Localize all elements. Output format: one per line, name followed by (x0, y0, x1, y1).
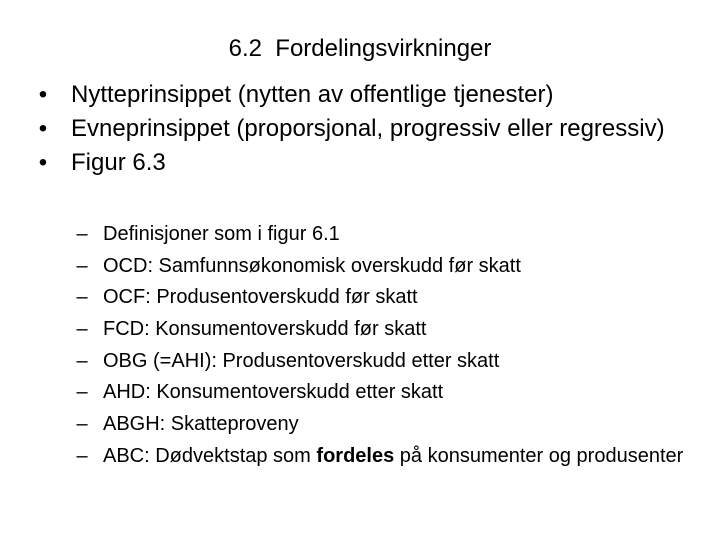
bullet-marker: • (38, 81, 48, 108)
slide-title: 6.2 Fordelingsvirkninger (228, 35, 492, 62)
sub-bullet-item (75, 412, 695, 436)
dash-marker: – (76, 223, 88, 245)
bullet-item (33, 80, 693, 110)
sub-bullet-list (75, 222, 695, 476)
sub-bullet-text: OBG (=AHI): Produsentoverskudd etter skatt (103, 349, 500, 372)
sub-bullet-text-part: ABC: Dødvektstap som (103, 444, 317, 467)
sub-bullet-item (75, 285, 695, 309)
dash-marker: – (76, 349, 88, 372)
sub-bullet-item (75, 444, 695, 468)
emphasized-word: fordeles (316, 444, 395, 467)
dash-marker: – (76, 381, 88, 404)
dash-marker: – (76, 444, 88, 467)
sub-bullet-item (75, 349, 695, 373)
sub-bullet-text: ABGH: Skatteproveny (103, 413, 299, 436)
sub-bullet-item (75, 317, 695, 341)
dash-marker: – (76, 286, 88, 309)
sub-bullet-text (103, 445, 683, 467)
dash-marker: – (76, 254, 88, 277)
bullet-marker: • (38, 149, 48, 176)
bullet-item (33, 148, 693, 178)
sub-bullet-item (75, 254, 695, 278)
sub-bullet-text: OCF: Produsentoverskudd før skatt (103, 286, 418, 309)
bullet-item (33, 114, 693, 144)
bullet-text: Evneprinsippet (proporsjonal, progressiv eller regressiv) (71, 115, 665, 142)
sub-bullet-text: AHD: Konsumentoverskudd etter skatt (103, 381, 444, 404)
dash-marker: – (76, 318, 88, 341)
bullet-marker: • (38, 115, 48, 142)
sub-bullet-text: OCD: Samfunnsøkonomisk overskudd før skatt (103, 254, 521, 277)
sub-bullet-text-part: på konsumenter og produsenter (394, 444, 684, 467)
bullet-text: Nytteprinsippet (nytten av offentlige tjenester) (71, 81, 554, 108)
sub-bullet-text: Definisjoner som i figur 6.1 (103, 223, 340, 245)
dash-marker: – (76, 413, 88, 436)
sub-bullet-item (75, 222, 695, 246)
bullet-text: Figur 6.3 (71, 149, 166, 176)
sub-bullet-item (75, 380, 695, 404)
sub-bullet-text: FCD: Konsumentoverskudd før skatt (103, 318, 427, 341)
bullet-list (33, 80, 693, 182)
